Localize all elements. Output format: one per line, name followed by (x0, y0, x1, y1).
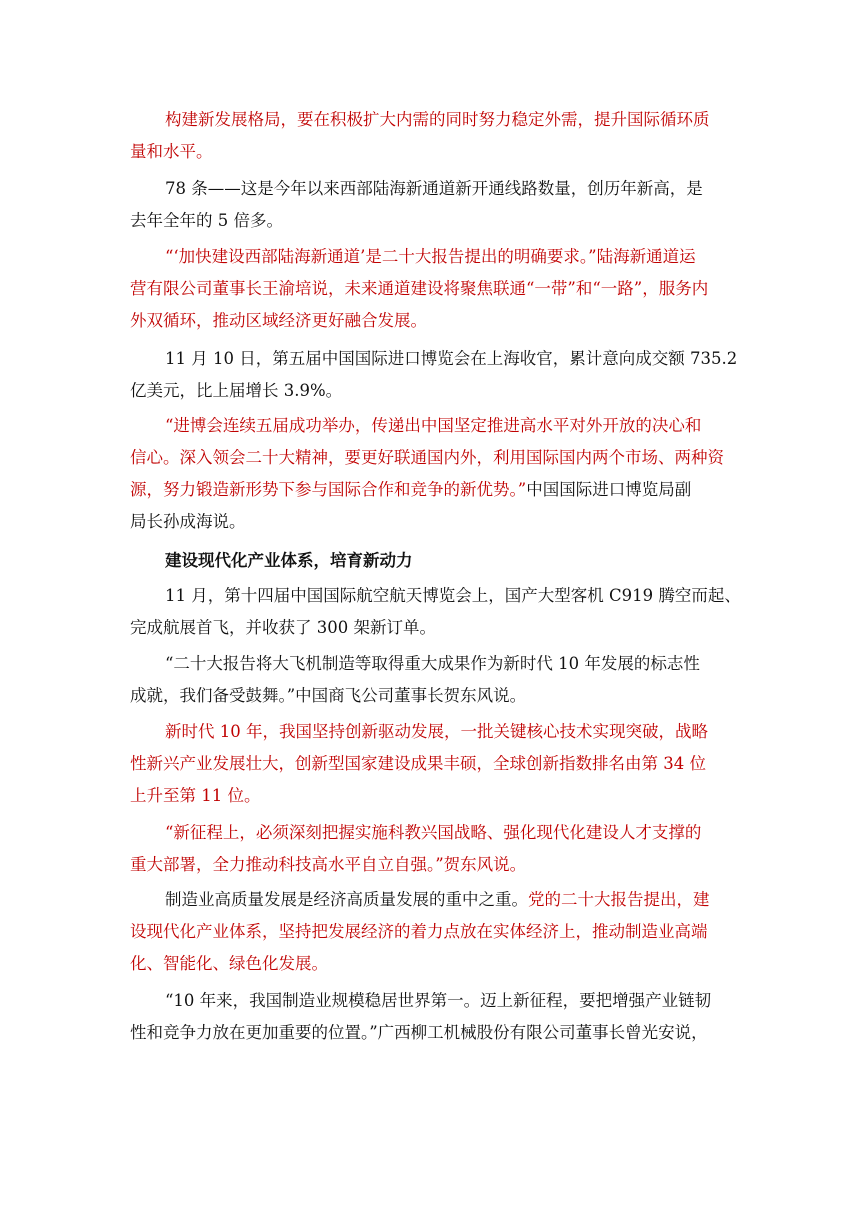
paragraph-4 (130, 343, 738, 407)
text-line: 上升至第 11 位。 (130, 786, 261, 805)
text-line: 成就，我们备受鼓舞。”中国商飞公司董事长贺东风说。 (130, 686, 527, 705)
paragraph-7 (130, 648, 730, 712)
text-line (130, 884, 730, 916)
text-segment-red: 党的二十大报告提出，建 (528, 890, 710, 909)
text-line: 构建新发展格局，要在积极扩大内需的同时努力稳定外需，提升国际循环质 (165, 110, 710, 129)
heading-text: 建设现代化产业体系，培育新动力 (165, 551, 413, 570)
text-line: 去年全年的 5 倍多。 (130, 211, 283, 230)
paragraph-8 (130, 716, 730, 812)
text-line: 11 月，第十四届中国国际航空航天博览会上，国产大型客机 C919 腾空而起、 (165, 586, 741, 605)
text-line: 营有限公司董事长王渝培说，未来通道建设将聚焦联通“一带”和“一路”，服务内 (130, 279, 709, 298)
text-line: 量和水平。 (130, 142, 213, 161)
text-line: “新征程上，必须深刻把握实施科教兴国战略、强化现代化建设人才支撑的 (165, 823, 702, 842)
text-line: 11 月 10 日，第五届中国国际进口博览会在上海收官，累计意向成交额 735.2 (165, 349, 738, 368)
text-segment-black: 制造业高质量发展是经济高质量发展的重中之重。 (165, 890, 528, 909)
text-line: 性新兴产业发展壮大，创新型国家建设成果丰硕，全球创新指数排名由第 34 位 (130, 754, 706, 773)
text-segment-red: 源，努力锻造新形势下参与国际合作和竞争的新优势。” (130, 480, 527, 499)
text-line: 重大部署，全力推动科技高水平自立自强。”贺东风说。 (130, 855, 527, 874)
text-line: 78 条——这是今年以来西部陆海新通道新开通线路数量，创历年新高，是 (165, 179, 703, 198)
text-line: 设现代化产业体系，坚持把发展经济的着力点放在实体经济上，推动制造业高端 (130, 922, 708, 941)
text-line: “‘加快建设西部陆海新通道’是二十大报告提出的明确要求。”陆海新通道运 (165, 247, 696, 266)
text-line: 局长孙成海说。 (130, 512, 246, 531)
text-line: 信心。深入领会二十大精神，要更好联通国内外，利用国际国内两个市场、两种资 (130, 448, 724, 467)
paragraph-9 (130, 817, 730, 881)
text-line (130, 474, 730, 506)
paragraph-1 (130, 104, 730, 168)
text-line: “进博会连续五届成功举办，传递出中国坚定推进高水平对外开放的决心和 (165, 416, 702, 435)
paragraph-3 (130, 241, 730, 337)
paragraph-2 (130, 173, 730, 237)
text-line: “10 年来，我国制造业规模稳居世界第一。迈上新征程，要把增强产业链韧 (165, 991, 712, 1010)
paragraph-11 (130, 985, 730, 1049)
paragraph-10 (130, 884, 730, 980)
text-line: 性和竞争力放在更加重要的位置。”广西柳工机械股份有限公司董事长曾光安说， (130, 1023, 708, 1042)
paragraph-5 (130, 410, 730, 538)
text-line: 外双循环，推动区域经济更好融合发展。 (130, 311, 427, 330)
text-segment-black: 中国国际进口博览局副 (526, 480, 692, 499)
paragraph-6 (130, 580, 741, 644)
text-line: “二十大报告将大飞机制造等取得重大成果作为新时代 10 年发展的标志性 (165, 654, 700, 673)
text-line: 化、智能化、绿色化发展。 (130, 954, 328, 973)
section-heading (130, 545, 730, 577)
text-line: 亿美元，比上届增长 3.9%。 (130, 381, 343, 400)
text-line: 新时代 10 年，我国坚持创新驱动发展，一批关键核心技术实现突破，战略 (165, 722, 708, 741)
text-line: 完成航展首飞，并收获了 300 架新订单。 (130, 618, 436, 637)
